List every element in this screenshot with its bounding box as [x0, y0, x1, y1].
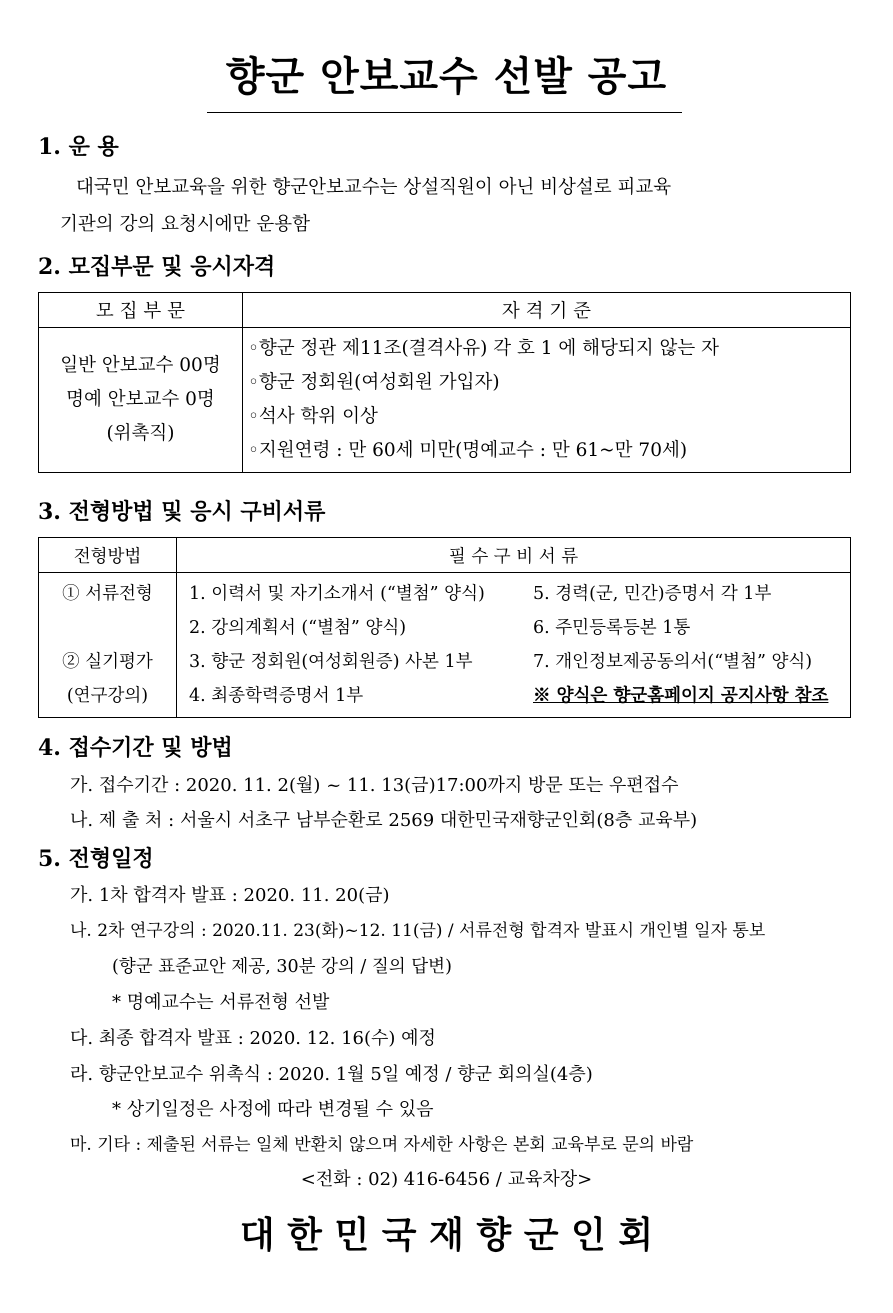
section-5-heading: 5. 전형일정	[38, 846, 154, 872]
method-practical-evaluation: ② 실기평가	[62, 652, 153, 672]
table-header-row	[39, 293, 851, 328]
submission-place: 나. 제 출 처 : 서울시 서초구 남부순환로 2569 대한민국재향군인회(8층 교육부)	[70, 810, 698, 831]
page-title: 향군 안보교수 선발 공고	[225, 54, 668, 100]
schedule-honorary-note: * 명예교수는 서류전형 선발	[112, 992, 330, 1013]
column-header-criteria: 자 격 기 준	[243, 293, 851, 328]
documents-left-cell	[177, 573, 530, 718]
criteria-item: ◦석사 학위 이상	[248, 406, 378, 427]
method-note: (연구강의)	[66, 686, 149, 706]
category-general: 일반 안보교수 00명	[60, 355, 221, 376]
document-item: 7. 개인정보제공동의서(“별첨” 양식)	[533, 652, 813, 672]
criteria-item: ◦향군 정관 제11조(결격사유) 각 호 1 에 해당되지 않는 자	[248, 338, 720, 359]
form-notice: ※ 양식은 향군홈페이지 공지사항 참조	[533, 686, 829, 706]
documents-table	[38, 537, 851, 718]
schedule-ceremony: 라. 향군안보교수 위촉식 : 2020. 1월 5일 예정 / 향군 회의실(4층)	[70, 1064, 593, 1085]
category-cell	[39, 328, 243, 473]
document-item: 4. 최종학력증명서 1부	[189, 686, 364, 706]
document-item: 2. 강의계획서 (“별첨” 양식)	[189, 618, 407, 638]
schedule-lecture-detail: (향군 표준교안 제공, 30분 강의 / 질의 답변)	[112, 957, 452, 977]
document-item: 5. 경력(군, 민간)증명서 각 1부	[533, 584, 772, 604]
category-note: (위촉직)	[106, 423, 175, 444]
method-document-screening: ① 서류전형	[62, 584, 153, 604]
schedule-second-lecture: 나. 2차 연구강의 : 2020.11. 23(화)~12. 11(금) / 서류전형 합격자 발표시 개인별 일자 통보	[70, 921, 766, 941]
document-item: 6. 주민등록등본 1통	[533, 618, 691, 638]
document-item: 1. 이력서 및 자기소개서 (“별첨” 양식)	[189, 584, 485, 604]
column-header-category: 모 집 부 문	[39, 293, 243, 328]
table-row	[39, 573, 851, 718]
section-3-heading: 3. 전형방법 및 응시 구비서류	[38, 499, 326, 525]
schedule-final-result: 다. 최종 합격자 발표 : 2020. 12. 16(수) 예정	[70, 1028, 436, 1049]
qualification-table	[38, 292, 851, 473]
title-underline	[207, 112, 682, 113]
section-4-heading: 4. 접수기간 및 방법	[38, 735, 233, 761]
criteria-item: ◦지원연령 : 만 60세 미만(명예교수 : 만 61~만 70세)	[248, 440, 688, 461]
section-1-text-line-1: 대국민 안보교육을 위한 향군안보교수는 상설직원이 아닌 비상설로 피교육	[76, 177, 672, 198]
table-row	[39, 328, 851, 473]
criteria-item: ◦향군 정회원(여성회원 가입자)	[248, 372, 500, 393]
column-header-method: 전형방법	[39, 538, 177, 573]
schedule-change-note: * 상기일정은 사정에 따라 변경될 수 있음	[112, 1099, 434, 1120]
organization-name: 대 한 민 국 재 향 군 인 회	[239, 1215, 654, 1256]
schedule-first-result: 가. 1차 합격자 발표 : 2020. 11. 20(금)	[70, 885, 390, 906]
category-honorary: 명예 안보교수 0명	[66, 389, 215, 410]
section-1-text-line-2: 기관의 강의 요청시에만 운용함	[60, 214, 310, 235]
section-2-heading: 2. 모집부문 및 응시자격	[38, 254, 276, 280]
table-header-row	[39, 538, 851, 573]
schedule-etc: 마. 기타 : 제출된 서류는 일체 반환치 않으며 자세한 사항은 본회 교육부로 문의 바람	[70, 1135, 694, 1155]
criteria-cell	[243, 328, 851, 473]
method-cell	[39, 573, 177, 718]
reception-period: 가. 접수기간 : 2020. 11. 2(월) ~ 11. 13(금)17:00까지 방문 또는 우편접수	[70, 775, 679, 796]
document-item: 3. 향군 정회원(여성회원증) 사본 1부	[189, 652, 473, 672]
contact-info: <전화 : 02) 416-6456 / 교육차장>	[300, 1169, 593, 1190]
documents-right-cell	[529, 573, 851, 718]
column-header-documents: 필 수 구 비 서 류	[177, 538, 851, 573]
section-1-heading: 1. 운 용	[38, 134, 119, 160]
